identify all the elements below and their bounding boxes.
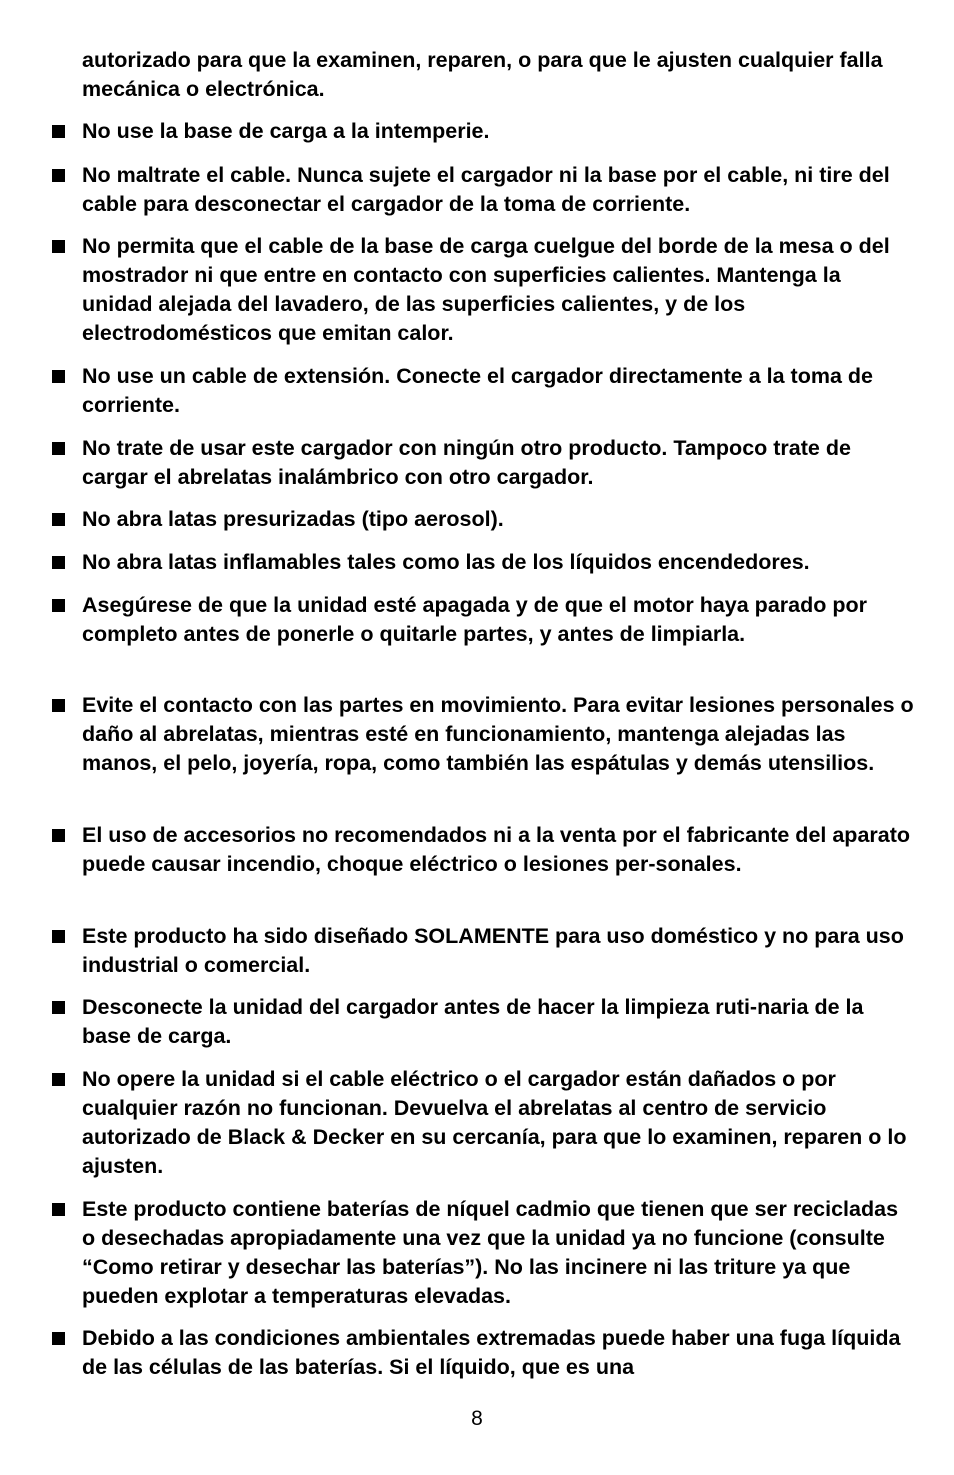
- list-item: [48, 117, 914, 146]
- list-item-text: Desconecte la unidad del cargador antes de hacer la limpieza ruti-naria de la base de carga.: [82, 995, 864, 1048]
- list-item-text: No abra latas inflamables tales como las de los líquidos encendedores.: [82, 550, 810, 574]
- continuation-text: autorizado para que la examinen, reparen, o para que le ajusten cualquier falla mecánica o electrónica.: [82, 48, 883, 101]
- list-item-text: Evite el contacto con las partes en movimiento. Para evitar lesiones personales o daño al abrelatas, mientras esté en funcionamiento, mantenga alejadas las manos, el pelo, joyería, ropa, como también las espátulas y demás utensilios.: [82, 693, 914, 775]
- list-item: [48, 505, 914, 534]
- list-item: [48, 1195, 914, 1311]
- list-item-text: No opere la unidad si el cable eléctrico o el cargador están dañados o por cualquier razón no funcionan. Devuelva el abrelatas al centro de servicio autorizado de Black & Decker en su cercanía, para que lo examinen, reparen o lo ajusten.: [82, 1067, 907, 1178]
- list-item: [48, 691, 914, 778]
- square-bullet-icon: [52, 125, 65, 138]
- list-item: [48, 548, 914, 577]
- square-bullet-icon: [52, 1073, 65, 1086]
- list-item: [48, 821, 914, 879]
- square-bullet-icon: [52, 930, 65, 943]
- square-bullet-icon: [52, 1001, 65, 1014]
- list-item-text: No abra latas presurizadas (tipo aerosol).: [82, 507, 504, 531]
- list-item-text: No use un cable de extensión. Conecte el cargador directamente a la toma de corriente.: [82, 364, 873, 417]
- list-item-text: Asegúrese de que la unidad esté apagada y de que el motor haya parado por completo antes de ponerle o quitarle partes, y antes de limpiarla.: [82, 593, 867, 646]
- square-bullet-icon: [52, 1332, 65, 1345]
- list-item-text: No trate de usar este cargador con ningún otro producto. Tampoco trate de cargar el abrelatas inalámbrico con otro cargador.: [82, 436, 851, 489]
- list-item-text: El uso de accesorios no recomendados ni a la venta por el fabricante del aparato puede causar incendio, choque eléctrico o lesiones per-sonales.: [82, 823, 911, 876]
- page-number: 8: [471, 1407, 483, 1430]
- list-item: [48, 993, 914, 1051]
- square-bullet-icon: [52, 556, 65, 569]
- list-item-text: Debido a las condiciones ambientales extremadas puede haber una fuga líquida de las células de las baterías. Si el líquido, que es una: [82, 1326, 901, 1379]
- square-bullet-icon: [52, 169, 65, 182]
- square-bullet-icon: [52, 240, 65, 253]
- list-item-text: No use la base de carga a la intemperie.: [82, 119, 490, 143]
- list-item: [48, 591, 914, 649]
- square-bullet-icon: [52, 1203, 65, 1216]
- square-bullet-icon: [52, 699, 65, 712]
- square-bullet-icon: [52, 829, 65, 842]
- square-bullet-icon: [52, 442, 65, 455]
- list-item: [48, 232, 914, 348]
- list-item-text: No permita que el cable de la base de carga cuelgue del borde de la mesa o del mostrador ni que entre en contacto con superficies calientes. Mantenga la unidad alejada del lavadero, de las superficies calientes, y de los electrodomésticos que emitan calor.: [82, 234, 890, 345]
- list-item-text: Este producto ha sido diseñado SOLAMENTE para uso doméstico y no para uso industrial o comercial.: [82, 924, 904, 977]
- list-item: [48, 434, 914, 492]
- list-item-text: No maltrate el cable. Nunca sujete el cargador ni la base por el cable, ni tire del cable para desconectar el cargador de la toma de corriente.: [82, 163, 890, 216]
- list-item: [48, 1065, 914, 1181]
- list-item-text: Este producto contiene baterías de níquel cadmio que tienen que ser recicladas o desechadas apropiadamente una vez que la unidad ya no funcione (consulte “Como retirar y desechar las baterías”). No las incinere ni las triture ya que pueden explotar a temperaturas elevadas.: [82, 1197, 899, 1308]
- list-item: [48, 1324, 914, 1382]
- list-item: [48, 362, 914, 420]
- square-bullet-icon: [52, 599, 65, 612]
- list-item: [48, 161, 914, 219]
- square-bullet-icon: [52, 370, 65, 383]
- list-item: [48, 922, 914, 980]
- square-bullet-icon: [52, 513, 65, 526]
